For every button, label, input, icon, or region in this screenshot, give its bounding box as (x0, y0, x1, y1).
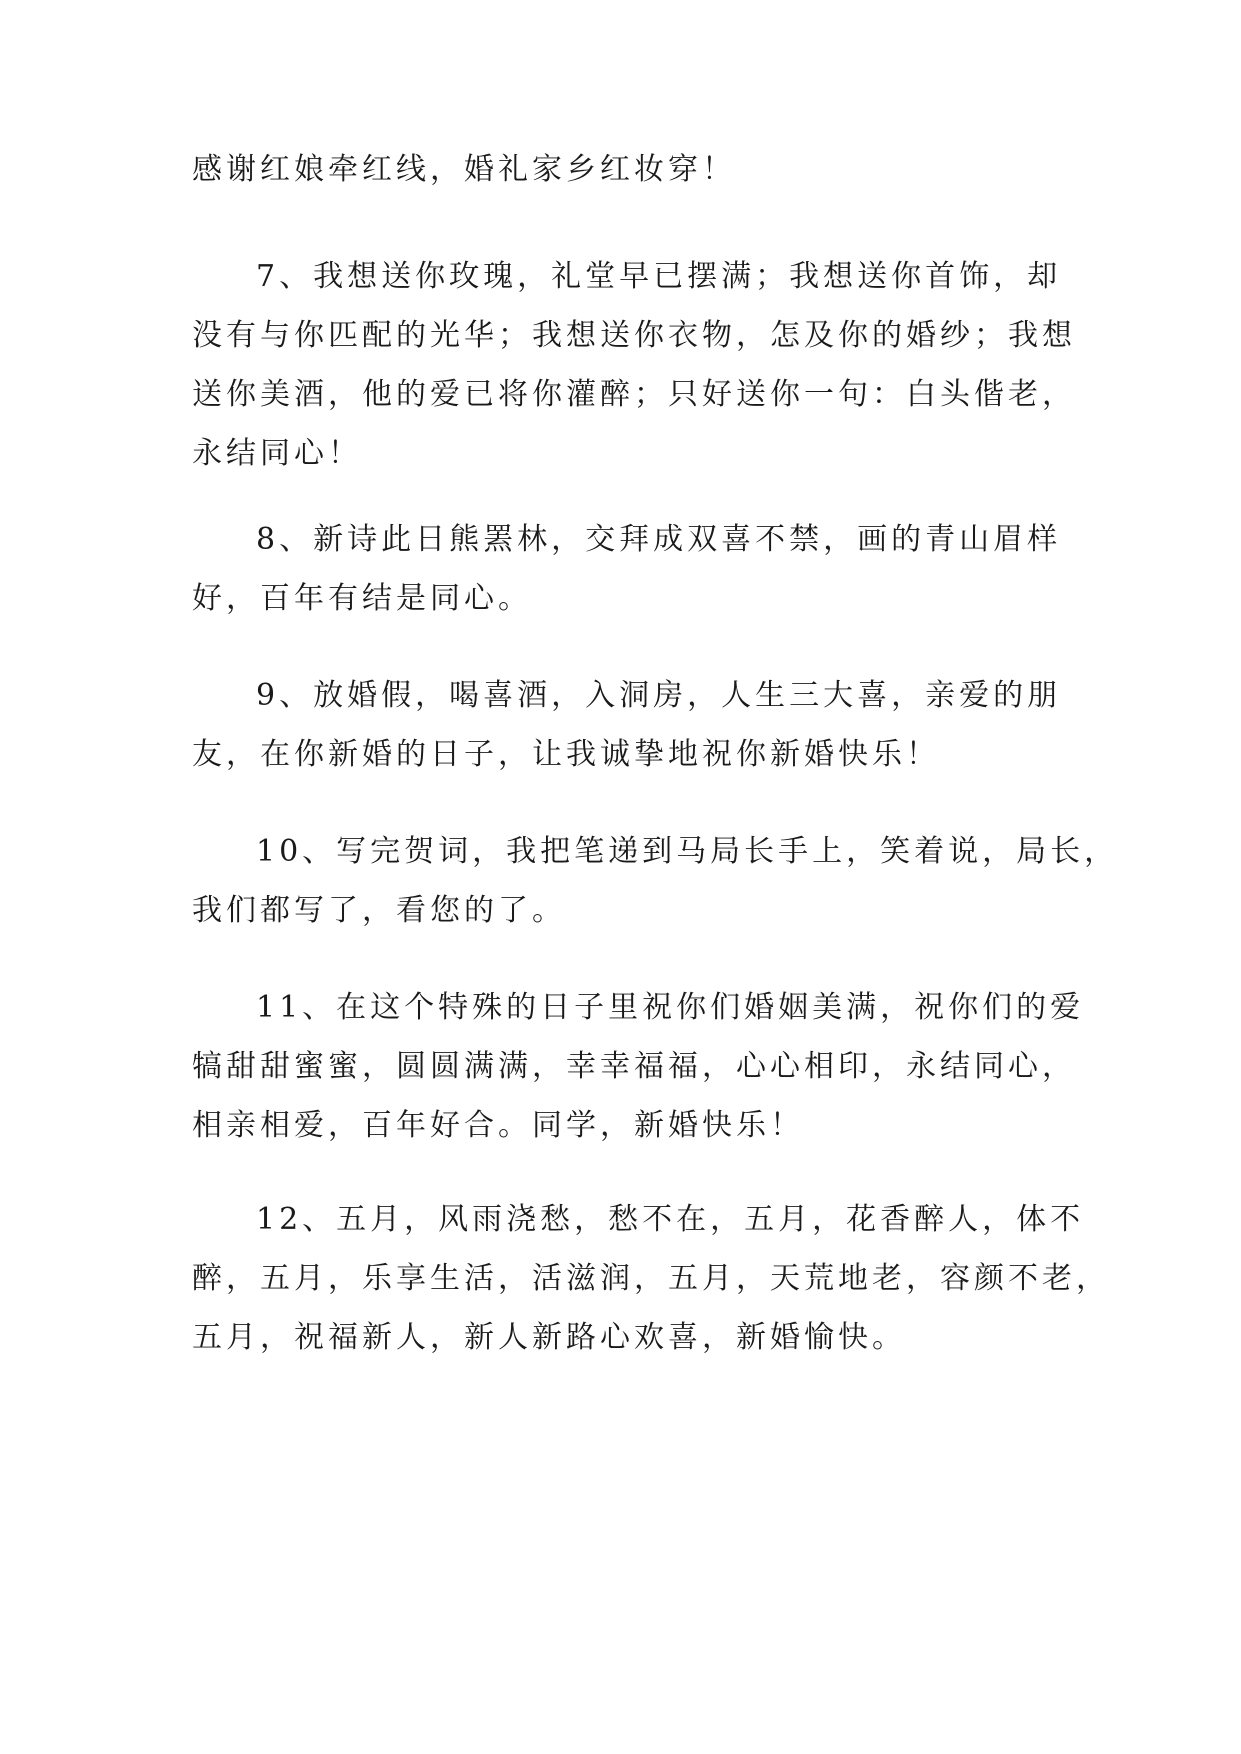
paragraph-item-11 (192, 978, 1085, 1155)
text-line: 五月，祝福新人，新人新路心欢喜，新婚愉快。 (192, 1320, 906, 1355)
text-line: 送你美酒，他的爱已将你灌醉；只好送你一句：白头偕老， (192, 377, 1076, 412)
text-line: 相亲相爱，百年好合。同学，新婚快乐！ (192, 1108, 804, 1143)
paragraph-item-7 (192, 247, 1076, 483)
text-line: 犒甜甜蜜蜜，圆圆满满，幸幸福福，心心相印，永结同心， (192, 1049, 1076, 1084)
paragraph-continuation (192, 140, 1052, 199)
text-line: 我们都写了，看您的了。 (192, 893, 566, 928)
text-line: 9、放婚假，喝喜酒，入洞房，人生三大喜，亲爱的朋 (256, 678, 1062, 713)
paragraph-item-9 (192, 666, 1062, 784)
paragraph-item-12 (192, 1190, 1110, 1367)
text-line: 好，百年有结是同心。 (192, 581, 532, 616)
text-line: 7、我想送你玫瑰，礼堂早已摆满；我想送你首饰，却 (256, 259, 1062, 294)
text-line: 感谢红娘牵红线，婚礼家乡红妆穿！ (192, 152, 736, 187)
text-line: 10、写完贺词，我把笔递到马局长手上，笑着说，局长， (256, 834, 1119, 869)
paragraph-item-10 (192, 822, 1119, 940)
text-line: 12、五月，风雨浇愁，愁不在，五月，花香醉人，体不 (256, 1202, 1085, 1237)
text-line: 醉，五月，乐享生活，活滋润，五月，天荒地老，容颜不老， (192, 1261, 1110, 1296)
paragraph-item-8 (192, 510, 1062, 628)
text-line: 没有与你匹配的光华；我想送你衣物，怎及你的婚纱；我想 (192, 318, 1076, 353)
text-line: 8、新诗此日熊罴林，交拜成双喜不禁，画的青山眉样 (256, 522, 1062, 557)
text-line: 11、在这个特殊的日子里祝你们婚姻美满，祝你们的爱 (256, 990, 1085, 1025)
text-line: 友，在你新婚的日子，让我诚挚地祝你新婚快乐！ (192, 737, 940, 772)
text-line: 永结同心！ (192, 436, 362, 471)
